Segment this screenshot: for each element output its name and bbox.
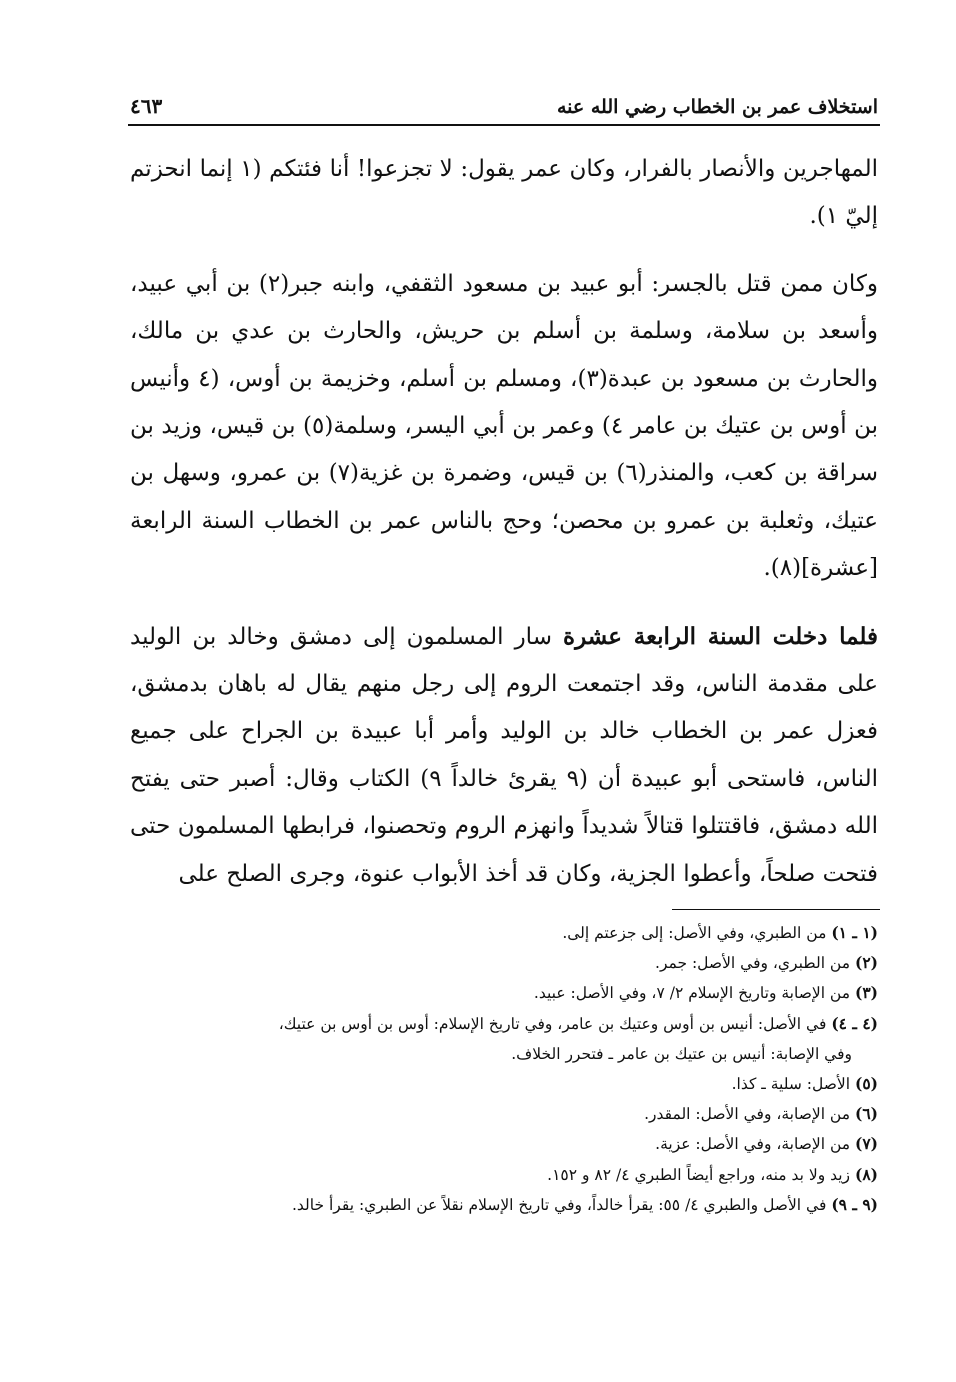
footnote-number: (٥) — [854, 1074, 878, 1094]
footnote-number: (٨) — [854, 1164, 878, 1184]
paragraph-rest: سار المسلمون إلى دمشق وخالد بن الوليد على مقدمة الناس، وقد اجتمعت الروم إلى رجل منهم يقال له باهان بدمشق، فعزل عمر بن الخطاب خالد بن الوليد وأمر أبا عبيدة بن الجراح على جميع الناس، فاستحى أبو عبيدة أن (٩ يقرئ خالداً ٩) الكتاب وقال: أصبر حتى يفتح الله دمشق، فاقتتلوا قتالاً شديداً وانهزم الروم وتحصنوا، فرابطها المسلمون حتى فتحت صلحاً، وأعطوا الجزية، وكان قد أخذ الأبواب عنوة، وجرى الصلح على — [130, 623, 878, 887]
footnote-text: وفي الإصابة: أنيس بن عتيك بن عامر ـ فتحرر الخلاف. — [511, 1044, 852, 1063]
footnote-number: (٩ ـ ٩) — [831, 1194, 878, 1214]
footnote-number: (٣) — [854, 983, 878, 1003]
footnote — [130, 1129, 878, 1159]
footnote-text: من الطبري، وفي الأصل: إلى جزعتم إلى. — [562, 924, 827, 942]
footnote-number: (١ ـ ١) — [831, 923, 878, 942]
running-title: استخلاف عمر بن الخطاب رضي الله عنه — [556, 96, 878, 118]
main-text — [130, 146, 878, 898]
footnote-number: (٧) — [854, 1134, 878, 1154]
footnote — [130, 978, 878, 1008]
footnote-number: (٢) — [854, 953, 878, 973]
footnote — [130, 1160, 878, 1190]
header-rule — [128, 124, 880, 126]
footnote — [130, 1009, 878, 1039]
footnote-text: من الإصابة، وفي الأصل: عزية. — [655, 1135, 851, 1154]
paragraph: وكان ممن قتل بالجسر: أبو عبيد بن مسعود الثقفي، وابنه جبر(٢) بن أبي عبيد، وأسعد بن سلامة، وسلمة بن أسلم بن حريش، والحارث بن عدي بن مالك، والحارث بن مسعود بن عبدة(٣)، ومسلم بن أسلم، وخزيمة بن أوس، (٤ وأنيس بن أوس بن عتيك بن عامر ٤) وعمر بن أبي اليسر، وسلمة(٥) بن قيس، وزيد بن سراقة بن كعب، والمنذر(٦) بن قيس، وضمرة بن غزية(٧) بن عمرو، وسهل بن عتيك، وثعلبة بن عمرو بن محصن؛ وحج بالناس عمر بن الخطاب السنة الرابعة [عشرة](٨). — [130, 270, 879, 582]
footnote-text: من الإصابة، وفي الأصل: المقدر. — [644, 1105, 851, 1124]
footnote-number: (٦) — [854, 1104, 878, 1124]
footnote — [130, 918, 878, 948]
page-number: ٤٦٣ — [130, 94, 163, 118]
footnote — [130, 1099, 878, 1129]
footnote — [130, 948, 878, 978]
footnote-text: في الأصل: أنيس بن أوس وعتيك بن عامر، وفي تاريخ الإسلام: أوس بن أوس بن عتيك، — [278, 1014, 827, 1033]
footnote-text: من الطبري، وفي الأصل: جمر. — [655, 954, 851, 973]
footnote — [130, 1069, 878, 1099]
footnote-text: الأصل: سلية ـ كذا. — [731, 1075, 851, 1094]
footnote-number: (٤ ـ ٤) — [831, 1013, 878, 1033]
paragraph: المهاجرين والأنصار بالفرار، وكان عمر يقول: لا تجزعوا! أنا فئتكم (١ إنما انحزتم إليّ ١). — [130, 156, 878, 230]
footnote — [130, 1190, 878, 1220]
footnotes — [130, 918, 878, 1220]
footnote-continuation — [130, 1039, 878, 1069]
footnote-rule — [672, 909, 880, 910]
page-header — [130, 84, 878, 118]
footnote-text: في الأصل والطبري ٤/ ٥٥: يقرأ خالداً، وفي تاريخ الإسلام نقلاً عن الطبري: يقرأ خالد. — [291, 1195, 827, 1214]
paragraph — [130, 613, 878, 898]
footnote-text: زيد ولا بد منه، وراجع أيضاً الطبري ٤/ ٨٢ و ١٥٢. — [547, 1165, 851, 1184]
footnote-text: من الإصابة وتاريخ الإسلام ٢/ ٧، وفي الأصل: عبيد. — [533, 984, 851, 1003]
paragraph-lead: فلما دخلت السنة الرابعة عشرة — [563, 622, 879, 650]
